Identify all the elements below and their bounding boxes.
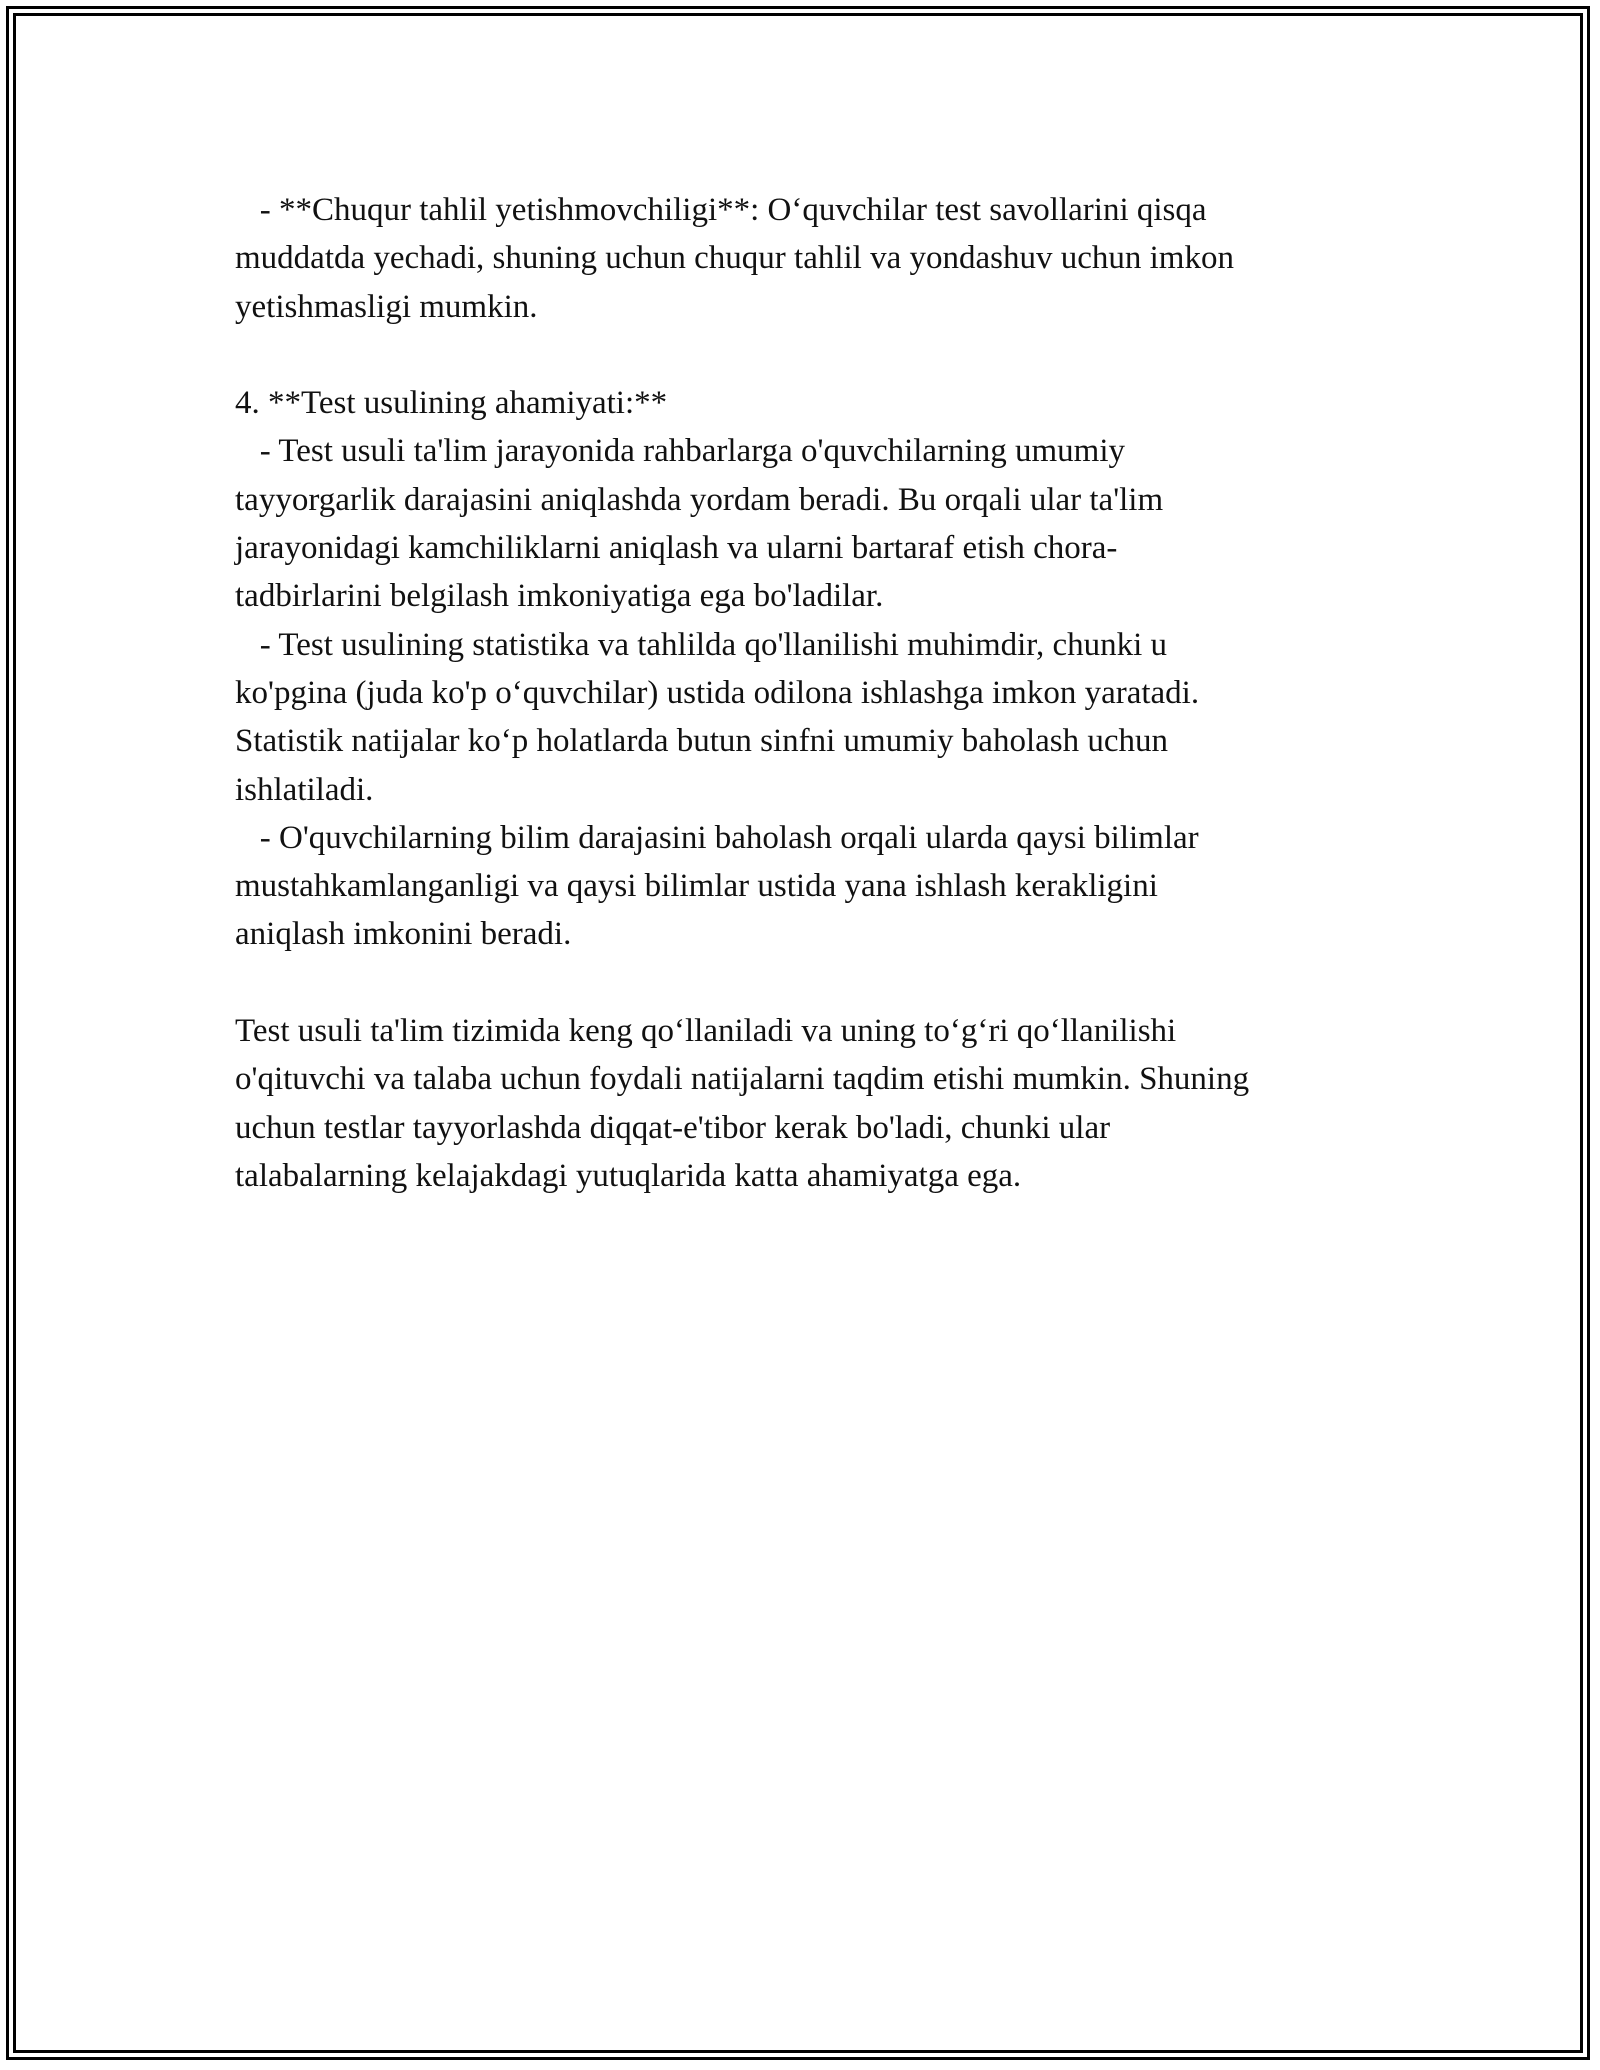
text-line: aniqlash imkonini beradi. (235, 916, 572, 953)
text-line: - **Chuqur tahlil yetishmovchiligi**: O‘quvchilar test savollarini qisqa (235, 192, 1207, 228)
paragraph-spacer (235, 959, 1385, 1007)
text-line: muddatda yechadi, shuning uchun chuqur tahlil va yondashuv uchun imkon (235, 240, 1234, 277)
text-line: ko'pgina (juda ko'p o‘quvchilar) ustida odilona ishlashga imkon yaratadi. (235, 674, 1200, 711)
section-test-method-importance (235, 379, 1385, 959)
section-heading: 4. **Test usulining ahamiyati:** (235, 385, 668, 422)
text-line: o'qituvchi va talaba uchun foydali natijalarni taqdim etishi mumkin. Shuning (235, 1061, 1250, 1098)
text-line: - Test usuli ta'lim jarayonida rahbarlarga o'quvchilarning umumiy (235, 433, 1125, 470)
text-line: Statistik natijalar ko‘p holatlarda butun sinfni umumiy baholash uchun (235, 723, 1169, 760)
text-line: talabalarning kelajakdagi yutuqlarida katta ahamiyatga ega. (235, 1157, 1022, 1194)
text-line: - Test usulining statistika va tahlilda qo'llanilishi muhimdir, chunki u (235, 626, 1168, 663)
text-line: uchun testlar tayyorlashda diqqat-e'tibor kerak bo'ladi, chunki ular (235, 1109, 1111, 1146)
paragraph-conclusion (235, 1007, 1385, 1200)
text-line: jarayonidagi kamchiliklarni aniqlash va ularni bartaraf etish chora- (235, 530, 1118, 567)
text-line: - O'quvchilarning bilim darajasini baholash orqali ularda qaysi bilimlar (235, 819, 1199, 856)
text-line: tayyorgarlik darajasini aniqlashda yordam beradi. Bu orqali ular ta'lim (235, 481, 1164, 518)
paragraph-spacer (235, 331, 1385, 379)
text-line: Test usuli ta'lim tizimida keng qo‘llaniladi va uning to‘g‘ri qo‘llanilishi (235, 1013, 1177, 1050)
text-line: mustahkamlanganligi va qaysi bilimlar ustida yana ishlash kerakligini (235, 868, 1158, 905)
paragraph-analysis-shortcoming (235, 186, 1385, 331)
text-line: ishlatiladi. (235, 771, 374, 808)
text-line: tadbirlarini belgilash imkoniyatiga ega bo'ladilar. (235, 578, 884, 615)
document-body (235, 186, 1385, 1200)
text-line: yetishmasligi mumkin. (235, 288, 538, 325)
